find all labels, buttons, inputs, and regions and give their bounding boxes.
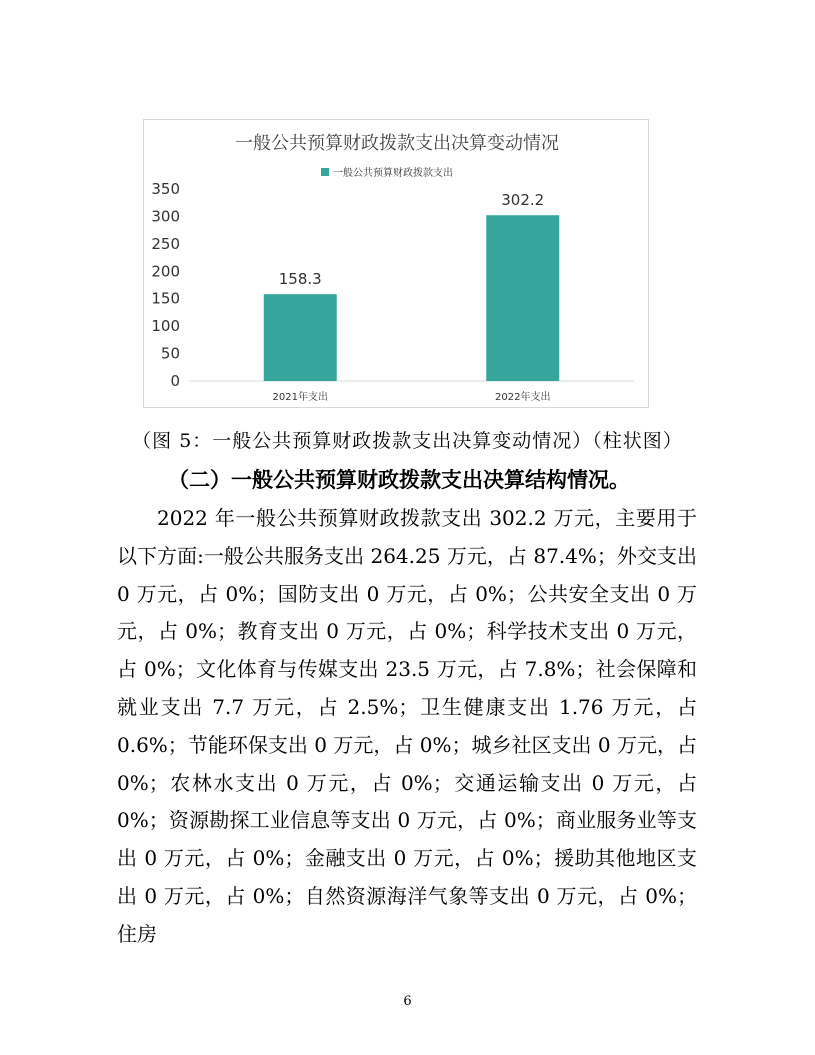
y-tick-label: 50 [160, 344, 180, 363]
x-tick-label: 2021年支出 [272, 392, 328, 403]
bar-2 [486, 215, 559, 381]
bar-1 [264, 294, 337, 381]
x-axis-labels [273, 390, 551, 403]
chart-title: 一般公共预算财政拨款支出决算变动情况 [235, 133, 559, 154]
y-tick-label: 300 [151, 207, 180, 226]
y-tick-label: 0 [170, 372, 180, 390]
bar-chart [143, 119, 649, 408]
y-tick-label: 150 [151, 289, 180, 308]
page-number: 6 [403, 994, 412, 1009]
legend-swatch [321, 168, 329, 176]
section-heading: （二）一般公共预算财政拨款支出决算结构情况。 [168, 468, 630, 492]
x-tick-label: 2022年支出 [495, 392, 551, 403]
figure-caption: （图 5：一般公共预算财政拨款支出决算变动情况）（柱状图） [132, 430, 683, 452]
y-axis-ticks [151, 180, 180, 390]
y-tick-label: 200 [151, 262, 180, 281]
chart-canvas [144, 120, 650, 409]
y-tick-label: 250 [151, 234, 180, 253]
y-tick-label: 100 [151, 317, 180, 336]
bars [264, 191, 560, 381]
bar-value-label: 302.2 [501, 191, 545, 210]
body-paragraph: 2022 年一般公共预算财政拨款支出 302.2 万元，主要用于以下方面:一般公共服务支出 264.25 万元，占 87.4%；外交支出 0 万元，占 0%；国防支出 0 万元，占 0%；公共安全支出 0 万元，占 0%；教育支出 0 万元，占 0%；科学技术支出 0 万元，占 0%；文化体育与传媒支出 23.5 万元，占 7.8%；社会保障和就业支出 7.7 万元，占 2.5%；卫生健康支出 1.76 万元，占 0.6%；节能环保支出 0 万元，占 0%；城乡社区支出 0 万元，占 0%；农林水支出 0 万元，占 0%；交通运输支出 0 万元，占 0%；资源勘探工业信息等支出 0 万元，占 0%；商业服务业等支出 0 万元，占 0%；金融支出 0 万元，占 0%；援助其他地区支出 0 万元，占 0%；自然资源海洋气象等支出 0 万元，占 0%；住房 [117, 506, 697, 946]
bar-value-label: 158.3 [278, 270, 322, 289]
legend-label: 一般公共预算财政拨款支出 [333, 168, 453, 179]
y-tick-label: 350 [151, 180, 180, 198]
